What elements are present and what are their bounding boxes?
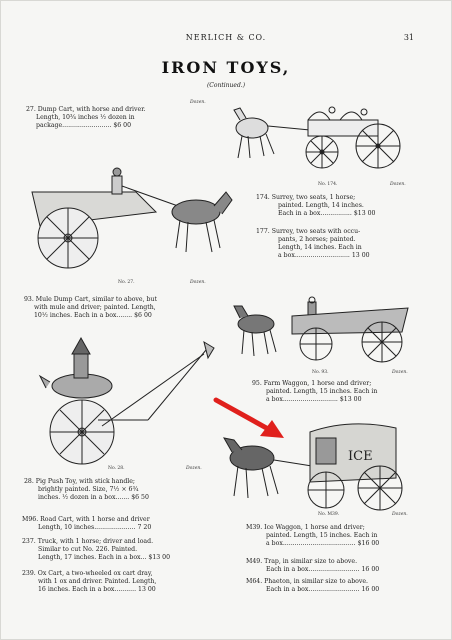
entry-27 <box>26 106 145 130</box>
dozen-label: Dozen. <box>390 182 406 187</box>
page-title: IRON TOYS, <box>161 58 291 77</box>
entry-line: brightly painted. Size, 7½ × 6¾ <box>38 486 139 493</box>
entry-93 <box>24 296 157 320</box>
entry-line: a box..................................... $16 00 <box>266 540 380 547</box>
dozen-label: Dozen. <box>186 466 202 471</box>
entry-177 <box>256 228 370 260</box>
entry-line: Length, 10¾ inches ½ dozen in <box>36 114 135 121</box>
entry-line: painted. Length, 15 inches. Each in <box>266 532 378 539</box>
entry-line: Length, 10 inches..................... 7 20 <box>38 524 152 531</box>
entry-line: 174. Surrey, two seats, 1 horse; <box>256 194 356 201</box>
entry-m96 <box>22 516 151 532</box>
entry-237 <box>22 538 170 562</box>
surrey-illustration <box>230 100 410 180</box>
entry-line: a box............................ 13 00 <box>278 252 370 259</box>
caption-174: No. 174. <box>318 182 338 187</box>
entry-line: 95. Farm Waggon, 1 horse and driver; <box>252 380 372 387</box>
caption-93: No. 93. <box>312 370 329 375</box>
entry-line: 237. Truck, with 1 horse; driver and load. <box>22 538 154 545</box>
dozen-label: Dozen. <box>392 512 408 517</box>
entry-line: 93. Mule Dump Cart, similar to above, but <box>24 296 157 303</box>
entry-28 <box>24 478 149 502</box>
page-subtitle: (Continued.) <box>206 82 246 89</box>
caption-27: No. 27. <box>118 280 135 285</box>
entry-line: Each in a box................ $13 00 <box>278 210 376 217</box>
entry-m39 <box>246 524 379 548</box>
entry-line: 10½ inches. Each in a box........ $6 00 <box>34 312 152 319</box>
company-name: NERLICH & CO. <box>185 33 267 42</box>
dump-cart-illustration <box>26 172 246 272</box>
dozen-label: Dozen. <box>190 280 206 285</box>
entry-line: Each in a box.......................... 16 00 <box>266 586 380 593</box>
entry-239 <box>22 570 156 594</box>
entry-line: Length, 14 inches. Each in <box>278 244 362 251</box>
entry-m49 <box>246 558 379 574</box>
dozen-label: Dozen. <box>190 100 206 105</box>
caption-28: No. 28. <box>108 466 125 471</box>
red-arrow-icon <box>212 396 312 456</box>
entry-line: 239. Ox Cart, a two-wheeled ox cart dray, <box>22 570 153 577</box>
entry-line: M96. Road Cart, with 1 horse and driver <box>22 516 150 523</box>
entry-line: with mule and driver; painted. Length, <box>34 304 156 311</box>
entry-line: Similar to cut No. 226. Painted. <box>38 546 138 553</box>
entry-line: M64. Phaeton, in similar size to above. <box>246 578 369 585</box>
entry-line: 28. Pig Push Toy, with stick handle; <box>24 478 136 485</box>
entry-line: a box............................ $13 00 <box>266 396 362 403</box>
entry-line: M39. Ice Waggon, 1 horse and driver; <box>246 524 365 531</box>
entry-line: M49. Trap, in similar size to above. <box>246 558 358 565</box>
page-header <box>0 33 452 47</box>
entry-line: package......................... $6 00 <box>36 122 132 129</box>
page-number: 31 <box>403 33 414 42</box>
pig-push-toy-illustration <box>28 336 228 466</box>
entry-line: 177. Surrey, two seats with occu- <box>256 228 361 235</box>
ice-sign: ICE <box>348 449 373 464</box>
entry-line: 27. Dump Cart, with horse and driver. <box>26 106 146 113</box>
entry-line: pants, 2 horses; painted. <box>278 236 356 243</box>
entry-m64 <box>246 578 379 594</box>
caption-m39: No. M39. <box>318 512 340 517</box>
farm-waggon-illustration <box>232 298 412 368</box>
entry-line: painted. Length, 15 inches. Each in <box>266 388 378 395</box>
entry-line: Length, 17 inches. Each in a box... $13 00 <box>38 554 171 561</box>
entry-line: inches. ½ dozen in a box....... $6 50 <box>38 494 149 501</box>
entry-line: painted. Length, 14 inches. <box>278 202 364 209</box>
entry-line: 16 inches. Each in a box........... 13 00 <box>38 586 156 593</box>
entry-line: with 1 ox and driver. Painted. Length, <box>38 578 157 585</box>
dozen-label: Dozen. <box>392 370 408 375</box>
entry-174 <box>256 194 375 218</box>
entry-line: Each in a box.......................... 16 00 <box>266 566 380 573</box>
